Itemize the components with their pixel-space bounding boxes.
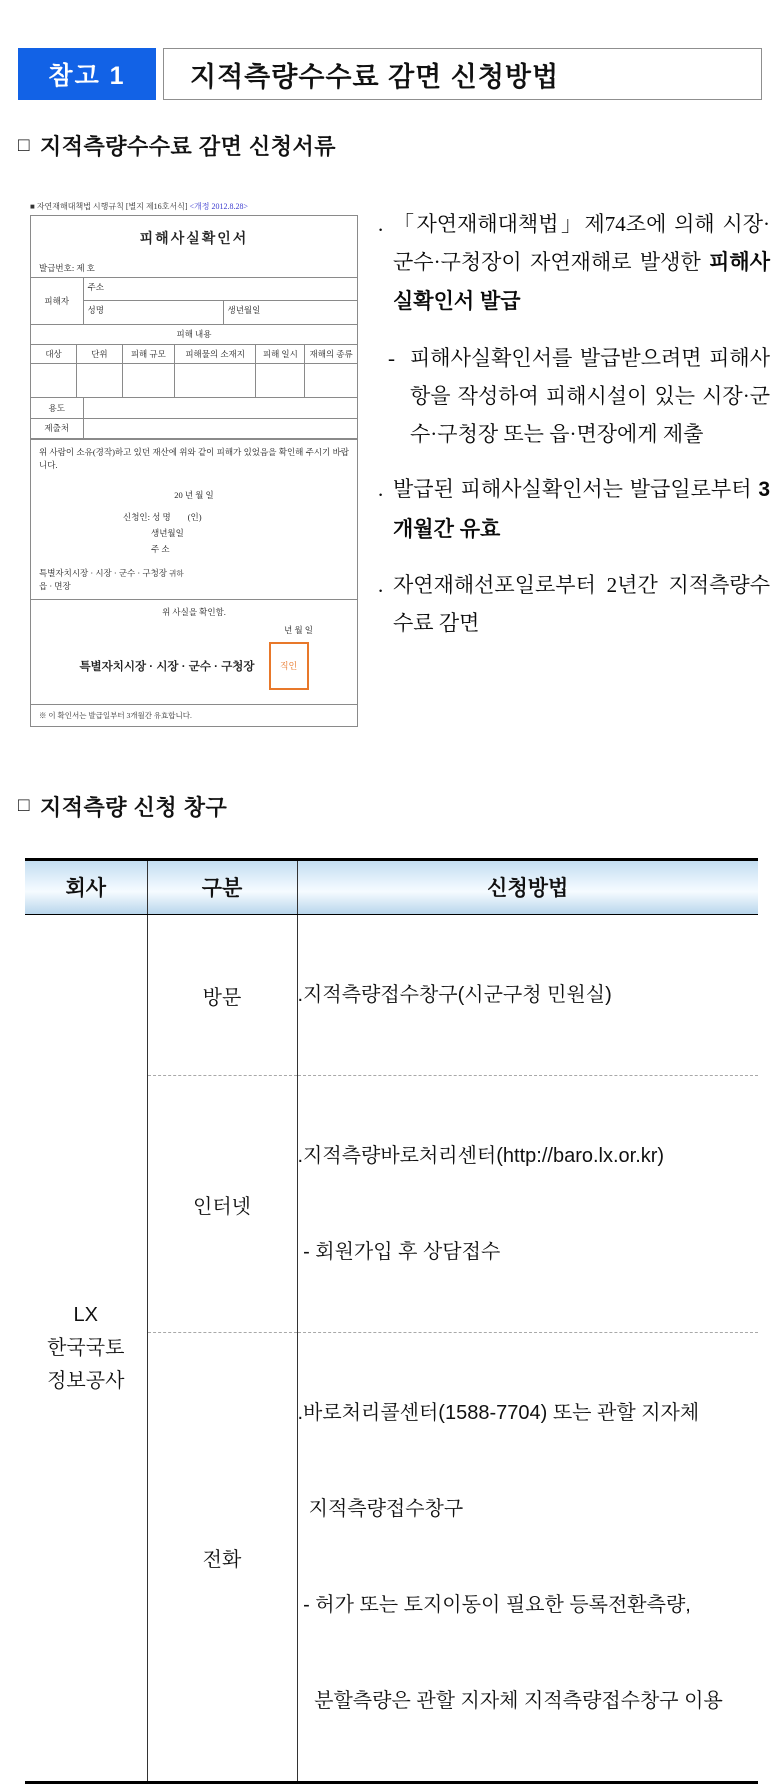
form-applicant-block (31, 507, 357, 559)
form-date-line: 20 년 월 일 (174, 489, 214, 500)
bullet-3-text: 발급된 피해사실확인서는 발급일로부터 (393, 477, 759, 502)
table-row (25, 915, 758, 1076)
submit-label: 제출처 (31, 418, 83, 438)
header-company: 회사 (25, 861, 147, 915)
form-addressee (31, 559, 357, 599)
damage-empty-cell (256, 364, 305, 398)
use-value-cell (83, 398, 357, 418)
bullet-marker: . (378, 212, 384, 236)
damage-col-target: 대상 (31, 345, 77, 364)
bullet-1-text: 「자연재해대책법」제74조에 의해 시장·군수·구청장이 자연재해로 발생한 (393, 212, 770, 275)
method-visit (297, 915, 758, 1076)
form-body (30, 215, 358, 727)
damage-empty-cell (31, 364, 77, 398)
addressee-title: 특별자치시장 · 시장 · 군수 · 구청장 (39, 568, 167, 579)
bullet-text (393, 205, 770, 322)
bullet-text (393, 470, 770, 548)
method-internet (297, 1076, 758, 1333)
signer-row (39, 636, 349, 696)
applicant-name: 신청인: 성 명 (123, 511, 171, 522)
page-header (18, 48, 762, 100)
method-line: .바로처리콜센터(1588-7704) 또는 관할 지자체 (297, 1402, 700, 1425)
table-header-row (25, 861, 758, 915)
application-channel-table (25, 858, 758, 1784)
method-line: .지적측량바로처리센터(http://baro.lx.or.kr) (297, 1145, 665, 1168)
damage-header: 피해 내용 (31, 325, 357, 345)
square-bullet-icon: □ (18, 795, 30, 817)
form-caption-text: ■ 자연재해대책법 시행규칙 [별지 제16호서식] (30, 202, 188, 211)
form-title: 피해사실확인서 (139, 232, 249, 247)
bullet-item-3 (378, 470, 770, 548)
bullet-item-2 (378, 339, 770, 454)
header-category: 구분 (147, 861, 297, 915)
reference-badge: 참고 1 (18, 48, 156, 100)
company-line: LX (73, 1303, 98, 1326)
victim-birth-cell: 생년월일 (223, 300, 357, 324)
victim-address-cell: 주소 (83, 278, 357, 300)
category-internet: 인터넷 (147, 1076, 297, 1333)
method-line: 지적측량접수창구 (297, 1498, 464, 1521)
damage-col-location: 피해물의 소재지 (174, 345, 256, 364)
form-caption-revision: <개정 2012.8.28> (189, 202, 249, 211)
bullet-list (378, 205, 770, 727)
bullet-3-emphasis: 3개월간 유효 (393, 478, 770, 541)
bullet-item-4 (378, 566, 770, 642)
form-footnote: ※ 이 확인서는 발급일부터 3개월간 유효합니다. (31, 704, 357, 726)
form-confirmation-block (31, 599, 357, 704)
method-line: .지적측량접수창구(시군구청 민원실) (297, 984, 612, 1007)
category-visit: 방문 (147, 915, 297, 1076)
form-issue-number: 발급번호: 제 호 (31, 258, 357, 278)
header-method: 신청방법 (297, 861, 758, 915)
official-seal-box: 직인 (269, 642, 309, 690)
bullet-text: 피해사실확인서를 발급받으려면 피해사항을 작성하여 피해시설이 있는 시장·군수·구청장 또는 읍·면장에게 제출 (410, 345, 770, 447)
bullet-marker: . (378, 477, 384, 502)
damage-empty-cell (174, 364, 256, 398)
signer-title: 특별자치시장 · 시장 · 군수 · 구청장 (79, 660, 255, 673)
method-line: - 허가 또는 토지이동이 필요한 등록전환측량, (297, 1594, 691, 1617)
victim-name-cell: 성명 (83, 300, 223, 324)
submit-value-cell (83, 418, 357, 438)
bullet-text: 자연재해선포일로부터 2년간 지적측량수수료 감면 (393, 572, 770, 635)
applicant-line (123, 509, 357, 525)
applicant-birth: 생년월일 (151, 527, 184, 538)
method-line: 분할측량은 관할 지자체 지적측량접수창구 이용 (297, 1690, 723, 1713)
company-line: 정보공사 (47, 1369, 125, 1392)
section-heading-documents (18, 130, 780, 161)
form-statement: 위 사람이 소유(경작)하고 있던 재산에 위와 같이 피해가 있었음을 확인해 주시기 바랍니다. (31, 439, 357, 479)
page-title: 지적측량수수료 감면 신청방법 (163, 48, 762, 100)
company-cell (25, 915, 147, 1782)
company-line: 한국국토 (47, 1336, 125, 1359)
victim-label: 피해자 (31, 278, 83, 324)
applicant-seal-mark: (인) (187, 511, 202, 522)
bullet-item-1 (378, 205, 770, 322)
section-title: 지적측량 신청 창구 (39, 794, 228, 820)
form-victim-table (31, 278, 357, 325)
addressee-eupmyeon: 읍 · 면장 (39, 580, 71, 591)
use-label: 용도 (31, 398, 83, 418)
applicant-address: 주 소 (151, 543, 170, 554)
method-line: - 회원가입 후 상담접수 (297, 1241, 501, 1264)
addressee-honorific: 귀하 (169, 569, 184, 579)
dash-marker: - (388, 345, 395, 370)
bullet-1-emphasis: 피해사실확인서 발급 (393, 251, 770, 314)
form-damage-table (31, 325, 357, 399)
damage-col-unit: 단위 (77, 345, 123, 364)
confirm-line: 위 사실을 확인함. (162, 606, 226, 617)
damage-col-datetime: 피해 일시 (256, 345, 305, 364)
square-bullet-icon: □ (18, 134, 30, 156)
damage-empty-cell (305, 364, 357, 398)
form-use-table (31, 398, 357, 439)
content-row (30, 201, 770, 727)
damage-col-scale: 피해 규모 (122, 345, 174, 364)
bullet-marker: . (378, 572, 384, 597)
damage-col-kind: 재해의 종류 (305, 345, 357, 364)
method-phone (297, 1333, 758, 1782)
damage-empty-cell (122, 364, 174, 398)
confirm-date-line: 년 월 일 (284, 624, 313, 635)
damage-confirmation-form (30, 201, 358, 727)
section-heading-windows (18, 791, 780, 822)
section-title: 지적측량수수료 감면 신청서류 (39, 134, 336, 159)
damage-empty-cell (77, 364, 123, 398)
category-phone: 전화 (147, 1333, 297, 1782)
form-caption (30, 201, 358, 212)
